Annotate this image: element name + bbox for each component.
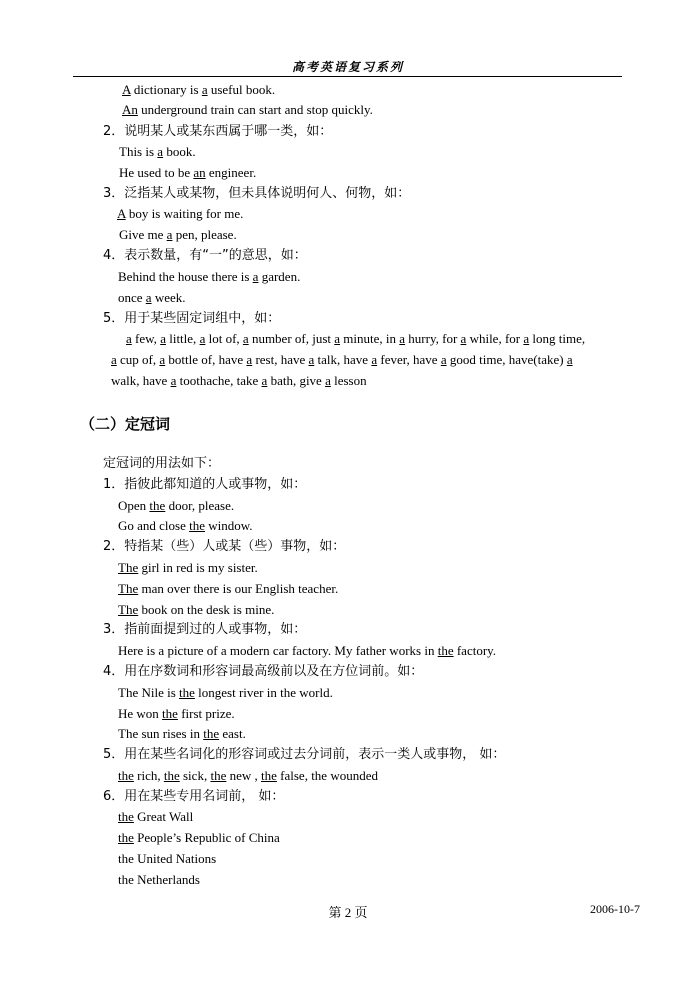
example-text: toothache, take: [176, 373, 262, 388]
example-text: He used to be: [119, 165, 194, 180]
example-line: [118, 518, 253, 534]
example-line: [118, 560, 258, 576]
article-word: the: [210, 768, 227, 783]
example-text: This is: [119, 144, 158, 159]
example-text: talk, have: [314, 352, 372, 367]
article-word: a: [246, 352, 253, 367]
article-word: a: [201, 82, 208, 97]
example-text: bottle of, have: [165, 352, 247, 367]
article-word: a: [460, 331, 467, 346]
example-text: minute, in: [340, 331, 400, 346]
example-line: [118, 809, 193, 825]
article-word: The: [118, 602, 139, 617]
article-word: a: [371, 352, 378, 367]
rule-heading: 2．说明某人或某东西属于哪一类，如：: [103, 124, 333, 139]
example-text: few,: [131, 331, 161, 346]
article-word: the: [189, 518, 206, 533]
article-word: the: [118, 768, 134, 783]
example-line: [118, 726, 246, 742]
example-line: [117, 206, 243, 222]
article-word: the: [163, 768, 180, 783]
example-line: [118, 602, 274, 618]
article-word: the: [149, 498, 166, 513]
example-line: [118, 768, 378, 784]
article-word: The: [118, 560, 139, 575]
article-word: a: [160, 331, 166, 346]
article-word: A: [122, 82, 131, 97]
article-word: the: [162, 706, 178, 721]
example-text: once: [118, 290, 146, 305]
article-word: the: [261, 768, 277, 783]
footer-date: 2006-10-7: [590, 902, 640, 916]
example-line: [118, 581, 338, 597]
example-text: Great Wall: [133, 809, 194, 824]
example-line: [111, 352, 573, 368]
example-text: door, please.: [165, 498, 235, 513]
example-text: east.: [219, 726, 246, 741]
example-text: book.: [163, 144, 196, 159]
article-word: a: [111, 352, 117, 367]
rule-heading: 2．特指某（些）人或某（些）事物，如：: [103, 539, 346, 554]
article-word: the: [118, 809, 134, 824]
example-text: sick,: [179, 768, 211, 783]
header-title: 高考英语复习系列: [291, 60, 404, 74]
article-word: a: [399, 331, 406, 346]
article-word: a: [166, 227, 173, 242]
example-text: week.: [151, 290, 186, 305]
rule-heading: 5．用在某些名词化的形容词或过去分词前，表示一类人或事物， 如：: [103, 747, 506, 762]
example-text: The sun rises in: [118, 726, 204, 741]
article-word: a: [170, 373, 177, 388]
example-line: [118, 269, 300, 285]
article-word: a: [261, 373, 268, 388]
rule-heading: 6．用在某些专用名词前， 如：: [103, 789, 285, 804]
example-text: dictionary is: [130, 82, 202, 97]
article-word: the: [437, 643, 454, 658]
example-text: Go and close: [118, 518, 190, 533]
article-word: a: [523, 331, 530, 346]
header-divider: [73, 76, 622, 77]
example-line: [118, 830, 280, 846]
article-word: a: [252, 269, 259, 284]
rule-heading: 3．泛指某人或某物，但未具体说明何人、何物，如：: [103, 186, 411, 201]
rule-heading: 4．用在序数词和形容词最高级前以及在方位词前。如：: [103, 664, 424, 679]
example-text: long time,: [529, 331, 586, 346]
example-text: garden.: [258, 269, 301, 284]
example-text: false, the wounded: [276, 768, 378, 783]
article-word: a: [199, 331, 206, 346]
example-text: People’s Republic of China: [133, 830, 280, 845]
article-word: the: [179, 685, 195, 700]
example-text: bath, give: [267, 373, 326, 388]
example-text: man over there is our English teacher.: [138, 581, 339, 596]
section-title: （二）定冠词: [80, 415, 171, 433]
example-text: Give me: [119, 227, 167, 242]
article-word: a: [566, 352, 573, 367]
example-text: window.: [205, 518, 253, 533]
example-line: [119, 144, 196, 160]
article-word: The: [118, 581, 139, 596]
example-text: rich,: [133, 768, 164, 783]
example-text: Open: [118, 498, 150, 513]
rule-heading: 3．指前面提到过的人或事物，如：: [103, 622, 307, 637]
article-word: a: [440, 352, 447, 367]
example-text: factory.: [453, 643, 497, 658]
article-word: a: [157, 144, 164, 159]
example-line: [118, 851, 216, 867]
example-text: number of, just: [248, 331, 335, 346]
example-text: lot of,: [205, 331, 243, 346]
example-line: [122, 82, 275, 98]
example-line: [126, 331, 585, 347]
example-text: little,: [165, 331, 200, 346]
example-text: book on the desk is mine.: [138, 602, 275, 617]
example-text: cup of,: [116, 352, 160, 367]
example-text: new ,: [226, 768, 262, 783]
rule-heading: 1．指彼此都知道的人或事物，如：: [103, 477, 307, 492]
example-line: [118, 643, 496, 659]
example-text: lesson: [330, 373, 367, 388]
example-text: first prize.: [177, 706, 235, 721]
example-text: the Netherlands: [118, 872, 200, 887]
example-line: [118, 685, 333, 701]
article-word: a: [159, 352, 166, 367]
example-text: hurry, for: [405, 331, 461, 346]
example-line: [122, 102, 373, 118]
example-text: pen, please.: [172, 227, 237, 242]
article-word: the: [118, 830, 134, 845]
article-word: a: [126, 331, 132, 346]
example-line: [118, 498, 234, 514]
article-word: An: [122, 102, 138, 117]
example-text: girl in red is my sister.: [138, 560, 258, 575]
rule-heading: 4．表示数量，有“一”的意思，如：: [103, 248, 307, 263]
example-line: [119, 165, 256, 181]
example-text: good time, have(take): [446, 352, 567, 367]
article-word: a: [308, 352, 315, 367]
article-word: the: [203, 726, 220, 741]
example-text: fever, have: [377, 352, 441, 367]
example-text: the United Nations: [118, 851, 217, 866]
example-line: [119, 227, 237, 243]
article-word: a: [334, 331, 341, 346]
example-text: boy is waiting for me.: [125, 206, 244, 221]
example-text: He won: [118, 706, 163, 721]
example-line: [118, 706, 235, 722]
article-word: a: [325, 373, 331, 388]
example-text: useful book.: [207, 82, 276, 97]
example-text: Here is a picture of a modern car factory. My father works in: [118, 643, 438, 658]
section-intro: 定冠词的用法如下：: [103, 456, 221, 471]
example-text: underground train can start and stop quickly.: [137, 102, 373, 117]
example-text: walk, have: [111, 373, 171, 388]
example-text: Behind the house there is: [118, 269, 253, 284]
article-word: A: [117, 206, 126, 221]
article-word: a: [242, 331, 249, 346]
example-line: [118, 872, 200, 888]
example-text: rest, have: [252, 352, 309, 367]
page-number: 第 2 页: [328, 905, 368, 920]
example-text: The Nile is: [118, 685, 180, 700]
article-word: a: [145, 290, 152, 305]
article-word: an: [193, 165, 206, 180]
example-text: while, for: [466, 331, 524, 346]
example-text: longest river in the world.: [194, 685, 333, 700]
rule-heading: 5．用于某些固定词组中，如：: [103, 311, 281, 326]
example-line: [118, 290, 186, 306]
example-line: [111, 373, 367, 389]
example-text: engineer.: [205, 165, 257, 180]
